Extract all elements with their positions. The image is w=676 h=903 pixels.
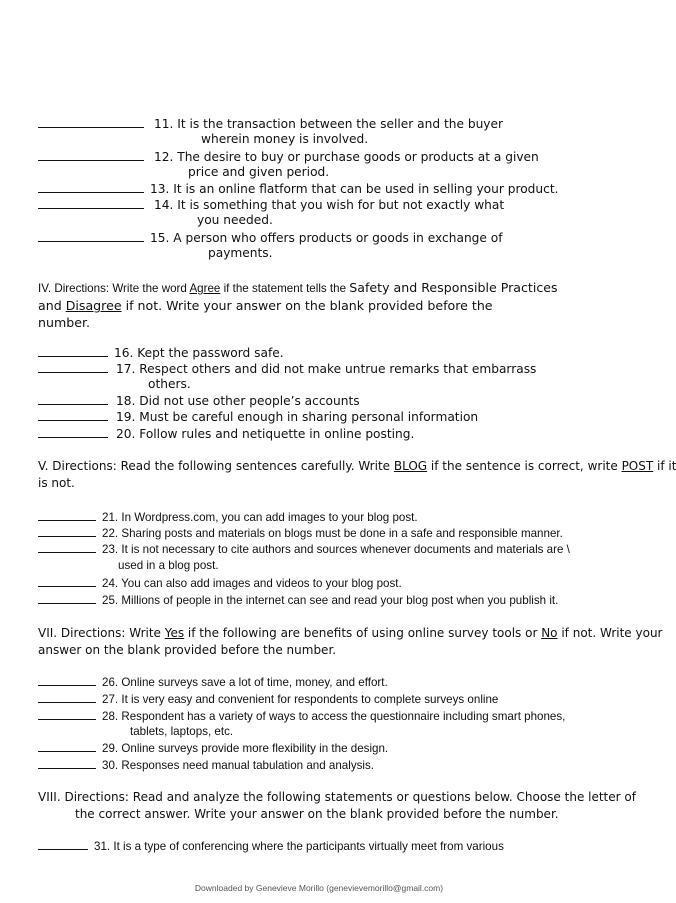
answer-blank[interactable]: [38, 509, 96, 521]
download-footer: Downloaded by Genevieve Morillo (genevievemorillo@gmail.com): [194, 883, 444, 893]
item-25: 25. Millions of people in the internet can see and read your blog post when you publish it.: [38, 592, 558, 608]
item-11: 11. It is the transaction between the seller and the buyer: [38, 116, 503, 132]
item-23-cont: used in a blog post.: [118, 559, 219, 572]
answer-blank[interactable]: [38, 575, 96, 587]
item-28: 28. Respondent has a variety of ways to access the questionnaire including smart phones,: [38, 708, 565, 724]
keyword-yes: Yes: [164, 626, 185, 640]
item-24: 24. You can also add images and videos to your blog post.: [38, 575, 402, 591]
answer-blank[interactable]: [38, 116, 144, 128]
item-27: 27. It is very easy and convenient for respondents to complete surveys online: [38, 691, 498, 707]
item-19: 19. Must be careful enough in sharing personal information: [38, 409, 478, 425]
answer-blank[interactable]: [38, 197, 144, 209]
item-29: 29. Online surveys provide more flexibility in the design.: [38, 740, 388, 756]
item-30: 30. Responses need manual tabulation and analysis.: [38, 757, 374, 773]
item-13: 13. It is an online flatform that can be used in selling your product.: [38, 181, 559, 197]
item-23: 23. It is not necessary to cite authors and sources whenever documents and materials are \: [38, 541, 570, 557]
section-4-directions: IV. Directions: Write the word Agree if the statement tells the Safety and Responsible Practices and Disagree if not. Write your answer on the blank provided before the number.: [38, 280, 558, 330]
keyword-post: POST: [621, 459, 654, 473]
answer-blank[interactable]: [38, 361, 108, 373]
item-12-cont: price and given period.: [188, 165, 330, 179]
section-7-directions: VII. Directions: Write Yes if the following are benefits of using online survey tools or No if not. Write your answer on the blank provided before the number.: [38, 626, 663, 657]
keyword-agree: Agree: [189, 282, 221, 295]
answer-blank[interactable]: [38, 740, 96, 752]
item-14-cont: you needed.: [197, 213, 273, 227]
answer-blank[interactable]: [38, 757, 96, 769]
item-11-cont: wherein money is involved.: [201, 132, 369, 146]
answer-blank[interactable]: [38, 149, 144, 161]
answer-blank[interactable]: [38, 525, 96, 537]
keyword-blog: BLOG: [393, 459, 428, 473]
keyword-disagree: Disagree: [65, 298, 122, 313]
answer-blank[interactable]: [38, 838, 88, 850]
item-12: 12. The desire to buy or purchase goods or products at a given: [38, 149, 539, 165]
section-8-directions: VIII. Directions: Read and analyze the following statements or questions below. Choose the letter of the correct answer. Write your answer on the blank provided before the number.: [38, 790, 636, 821]
item-16: 16. Kept the password safe.: [38, 345, 284, 361]
item-15-cont: payments.: [208, 246, 273, 260]
keyword-no: No: [541, 626, 558, 640]
item-17-cont: others.: [148, 377, 191, 391]
answer-blank[interactable]: [38, 708, 96, 720]
answer-blank[interactable]: [38, 409, 108, 421]
answer-blank[interactable]: [38, 592, 96, 604]
item-31: 31. It is a type of conferencing where the participants virtually meet from various: [38, 838, 504, 854]
item-15: 15. A person who offers products or goods in exchange of: [38, 230, 503, 246]
item-22: 22. Sharing posts and materials on blogs must be done in a safe and responsible manner.: [38, 525, 563, 541]
answer-blank[interactable]: [38, 181, 144, 193]
answer-blank[interactable]: [38, 426, 108, 438]
answer-blank[interactable]: [38, 541, 96, 553]
item-28-cont: tablets, laptops, etc.: [130, 725, 234, 738]
answer-blank[interactable]: [38, 393, 108, 405]
item-14: 14. It is something that you wish for but not exactly what: [38, 197, 504, 213]
item-26: 26. Online surveys save a lot of time, money, and effort.: [38, 674, 388, 690]
item-21: 21. In Wordpress.com, you can add images to your blog post.: [38, 509, 418, 525]
answer-blank[interactable]: [38, 674, 96, 686]
item-17: 17. Respect others and did not make untrue remarks that embarrass: [38, 361, 536, 377]
answer-blank[interactable]: [38, 691, 96, 703]
answer-blank[interactable]: [38, 230, 144, 242]
section-5-directions: V. Directions: Read the following sentences carefully. Write BLOG if the sentence is correct, write POST if it is not.: [38, 459, 676, 490]
item-20: 20. Follow rules and netiquette in online posting.: [38, 426, 414, 442]
item-18: 18. Did not use other people’s accounts: [38, 393, 360, 409]
answer-blank[interactable]: [38, 345, 108, 357]
